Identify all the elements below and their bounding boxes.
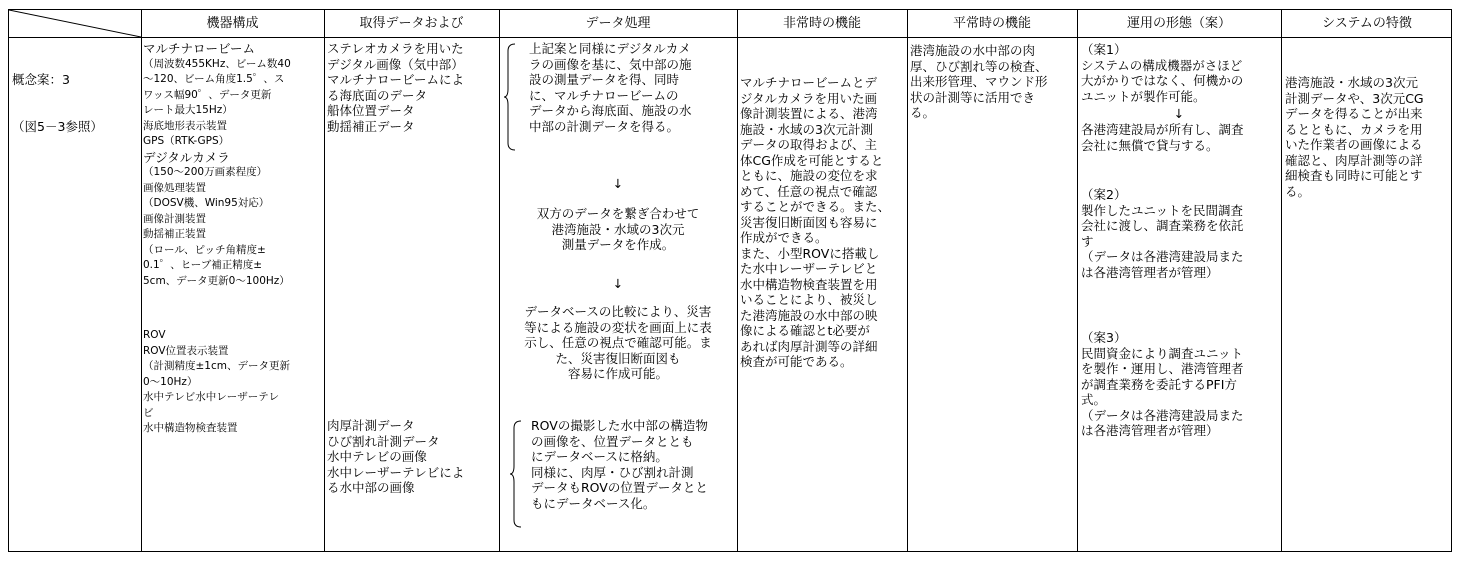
features-line: 計測データや、3次元CG (1285, 90, 1424, 106)
processing-line: 等による施設の変状を画面上に表 (524, 319, 712, 335)
processing-block-3 (499, 304, 737, 382)
operation-plan-1b (1081, 122, 1244, 153)
normal-line: 出来形管理、マウンド形 (910, 74, 1048, 89)
column-divider (1077, 10, 1078, 551)
processing-line: 容易に作成可能。 (567, 366, 668, 381)
equipment-line: 水中構造物検査装置 (143, 422, 238, 434)
acquired-data-line: る海底面のデータ (327, 87, 428, 103)
processing-line: 設の測量データを得、同時 (529, 72, 680, 87)
header-diagonal-line (9, 10, 141, 37)
header-operation-form: 運用の形態（案） (1126, 16, 1231, 31)
processing-arrow-2: ↓ (612, 276, 624, 291)
emergency-line: 作成ができる。 (740, 230, 828, 245)
processing-line: ラの画像を基に、気中部の施 (529, 56, 692, 72)
processing-line: 上記案と同様にデジタルカメ (529, 41, 691, 56)
features-line: データを得ることが出来 (1285, 106, 1423, 121)
processing-line: 同様に、肉厚・ひび割れ計測 (531, 464, 694, 480)
processing-line: 中部の計測データを得る。 (529, 118, 680, 134)
operation-line: 大がかりではなく、何機かの (1081, 73, 1244, 88)
emergency-line: 像計測装置による、港湾 (740, 106, 878, 121)
acquired-data-line: マルチナロービームによ (327, 72, 465, 87)
equipment-line: ROV (143, 329, 166, 341)
equipment-line: （ロール、ピッチ角精度± (143, 243, 266, 256)
operation-line: 民間資金により調査ユニット (1081, 345, 1244, 361)
equipment-line: （150～200万画素程度） (143, 166, 268, 178)
concept-figure-ref: （図5－3参照） (12, 118, 103, 134)
emergency-line: マルチナロービームとデ (740, 75, 878, 90)
processing-line: データもROVの位置データとと (531, 480, 708, 495)
acquired-data-line: る水中部の画像 (327, 480, 415, 495)
operation-line: は各港湾管理者が管理） (1081, 423, 1219, 438)
emergency-line: ともに、施設の変位を求 (740, 168, 878, 183)
features-line: るとともに、カメラを用 (1285, 121, 1423, 137)
concept-table (8, 9, 1452, 552)
processing-line: た、災害復旧断面図も (555, 350, 681, 366)
equipment-line: マルチナロービーム (143, 41, 256, 56)
operation-line: （案3） (1081, 330, 1127, 345)
features-line: る。 (1285, 183, 1311, 199)
emergency-line: 検査が可能である。 (740, 354, 853, 369)
equipment-line: 動揺補正装置 (143, 228, 206, 240)
processing-line: にデータベースに格納。 (531, 449, 668, 464)
operation-line: す (1081, 233, 1094, 249)
column-divider (324, 10, 325, 551)
acquired-data-line: ひび割れ計測データ (327, 433, 440, 449)
operation-line: 会社に渡し、調査業務を依託 (1081, 218, 1244, 233)
processing-block-1 (529, 41, 692, 134)
column-divider (1281, 10, 1282, 551)
equipment-line: デジタルカメラ (143, 149, 230, 165)
operation-arrow: ↓ (1173, 106, 1185, 121)
processing-line: 測量データを作成。 (561, 237, 675, 252)
equipment-list-1 (143, 41, 291, 289)
normal-line: 厚、ひび割れ等の検査、 (910, 58, 1048, 74)
features-line: 港湾施設・水域の3次元 (1285, 75, 1418, 90)
equipment-line: 0.1゜、ヒーブ補正精度± (143, 259, 263, 271)
concept-cell (12, 41, 103, 165)
header-divider (9, 37, 1451, 38)
equipment-line: 画像計測装置 (143, 212, 206, 225)
features-line: いた作業者の画像による (1285, 137, 1423, 152)
emergency-line: 災害復旧断面図も容易に (740, 214, 878, 230)
operation-line: を製作・運用し、港湾管理者 (1081, 361, 1244, 376)
normal-function-text (910, 43, 1048, 121)
operation-line: システムの構成機器がさほど (1081, 57, 1243, 73)
system-features-text (1285, 75, 1424, 199)
header-normal-function: 平常時の機能 (952, 16, 1031, 31)
equipment-line: ワッス幅90゜、データ更新 (143, 88, 272, 101)
acquired-data-list-1 (327, 41, 464, 134)
equipment-line: 画像処理装置 (143, 181, 206, 194)
processing-line: 港湾施設・水域の3次元 (551, 221, 685, 237)
acquired-data-line: 水中レーザーテレビによ (327, 464, 465, 480)
operation-plan-2 (1081, 187, 1244, 280)
emergency-line: 施設・水域の3次元計測 (740, 121, 873, 137)
equipment-line: （周波数455KHz、ビーム数40 (143, 57, 291, 70)
acquired-data-line: 肉厚計測データ (327, 418, 415, 433)
acquired-data-line: ステレオカメラを用いた (327, 41, 464, 56)
emergency-line: めて、任意の視点で確認 (740, 183, 878, 199)
processing-line: に、マルチナロービームの (529, 87, 679, 103)
equipment-line: GPS（RTK-GPS） (143, 135, 230, 147)
operation-plan-3 (1081, 330, 1244, 439)
processing-line: データベースの比較により、災害 (524, 304, 712, 319)
operation-plan-1 (1081, 42, 1243, 104)
emergency-line: あれば肉厚計測等の詳細 (740, 338, 878, 354)
equipment-line: （DOSV機、Win95対応） (143, 197, 270, 209)
header-equipment: 機器構成 (206, 16, 259, 31)
equipment-line: （計測精度±1cm、データ更新 (143, 360, 290, 372)
operation-line: （案2） (1081, 187, 1127, 202)
processing-line: の画像を、位置データととも (531, 433, 694, 449)
header-emergency-function: 非常時の機能 (782, 16, 861, 31)
operation-line: 会社に無償で貸与する。 (1081, 137, 1219, 153)
equipment-line: 海底地形表示装置 (143, 119, 227, 132)
processing-line: 双方のデータを繋ぎ合わせて (536, 206, 700, 221)
concept-title: 概念案：3 (12, 72, 70, 87)
acquired-data-line: デジタル画像（気中部） (327, 56, 464, 72)
emergency-line: データの取得および、主 (740, 137, 878, 152)
processing-block-2 (499, 206, 737, 253)
processing-line: 示し、任意の視点で確認可能。ま (524, 335, 712, 350)
column-divider (907, 10, 908, 551)
equipment-list-2 (143, 328, 290, 437)
processing-line: もにデータベース化。 (531, 495, 656, 511)
equipment-line: 水中テレビ水中レーザーテレ (143, 391, 280, 403)
header-data-processing: データ処理 (585, 16, 651, 31)
header-system-features: システムの特徴 (1322, 16, 1412, 31)
normal-line: 港湾施設の水中部の肉 (910, 43, 1036, 58)
emergency-line: 像による確認とt必要が (740, 323, 870, 338)
equipment-line: 0～10Hz） (143, 375, 198, 388)
processing-arrow-1: ↓ (612, 176, 624, 191)
emergency-line: 水中構造物検査装置を用 (740, 276, 878, 292)
acquired-data-line: 動揺補正データ (327, 118, 415, 134)
emergency-line: 体CG作成を可能とすると (740, 152, 884, 168)
header-acquired-data: 取得データおよび (359, 16, 464, 31)
operation-line: 製作したユニットを民間調査 (1081, 202, 1244, 218)
processing-block-4 (531, 418, 708, 511)
emergency-line: た港湾施設の水中部の映 (740, 307, 878, 323)
operation-line: ユニットが製作可能。 (1081, 88, 1206, 104)
operation-line: が調査業務を委託するPFI方 (1081, 376, 1237, 392)
operation-line: （データは各港湾建設局また (1081, 407, 1244, 423)
features-line: 確認と、肉厚計測等の詳 (1285, 152, 1423, 168)
processing-line: データから海底面、施設の水 (529, 103, 692, 118)
operation-line: 各港湾建設局が所有し、調査 (1081, 122, 1244, 137)
processing-line: ROVの撮影した水中部の構造物 (531, 418, 708, 433)
equipment-line: ROV位置表示装置 (143, 344, 229, 357)
column-divider (141, 10, 142, 551)
emergency-line: また、小型ROVに搭載し (740, 245, 880, 261)
emergency-line: いることにより、被災し (740, 292, 878, 307)
normal-line: る。 (910, 105, 936, 120)
emergency-line: た水中レーザーテレビと (740, 261, 878, 276)
acquired-data-line: 水中テレビの画像 (327, 449, 427, 464)
emergency-function-text (740, 75, 890, 370)
column-divider (737, 10, 738, 551)
acquired-data-line: 船体位置データ (327, 103, 415, 118)
emergency-line: ジタルカメラを用いた画 (740, 90, 878, 106)
normal-line: 状の計測等に活用でき (910, 89, 1036, 105)
left-brace-icon (503, 43, 517, 151)
operation-line: 式。 (1081, 392, 1107, 407)
acquired-data-list-2 (327, 418, 464, 496)
features-line: 細検査も同時に可能とす (1285, 168, 1423, 183)
operation-line: は各港湾管理者が管理） (1081, 264, 1219, 280)
equipment-line: ～120、ビーム角度1.5゜、ス (143, 73, 285, 85)
equipment-line: 5cm、データ更新0～100Hz） (143, 274, 290, 287)
operation-line: （データは各港湾建設局また (1081, 249, 1244, 264)
operation-line: （案1） (1081, 42, 1127, 57)
left-brace-icon (509, 420, 523, 528)
emergency-line: することができる。また、 (740, 199, 891, 214)
equipment-line: ビ (143, 406, 154, 419)
equipment-line: レート最大15Hz） (143, 104, 233, 116)
